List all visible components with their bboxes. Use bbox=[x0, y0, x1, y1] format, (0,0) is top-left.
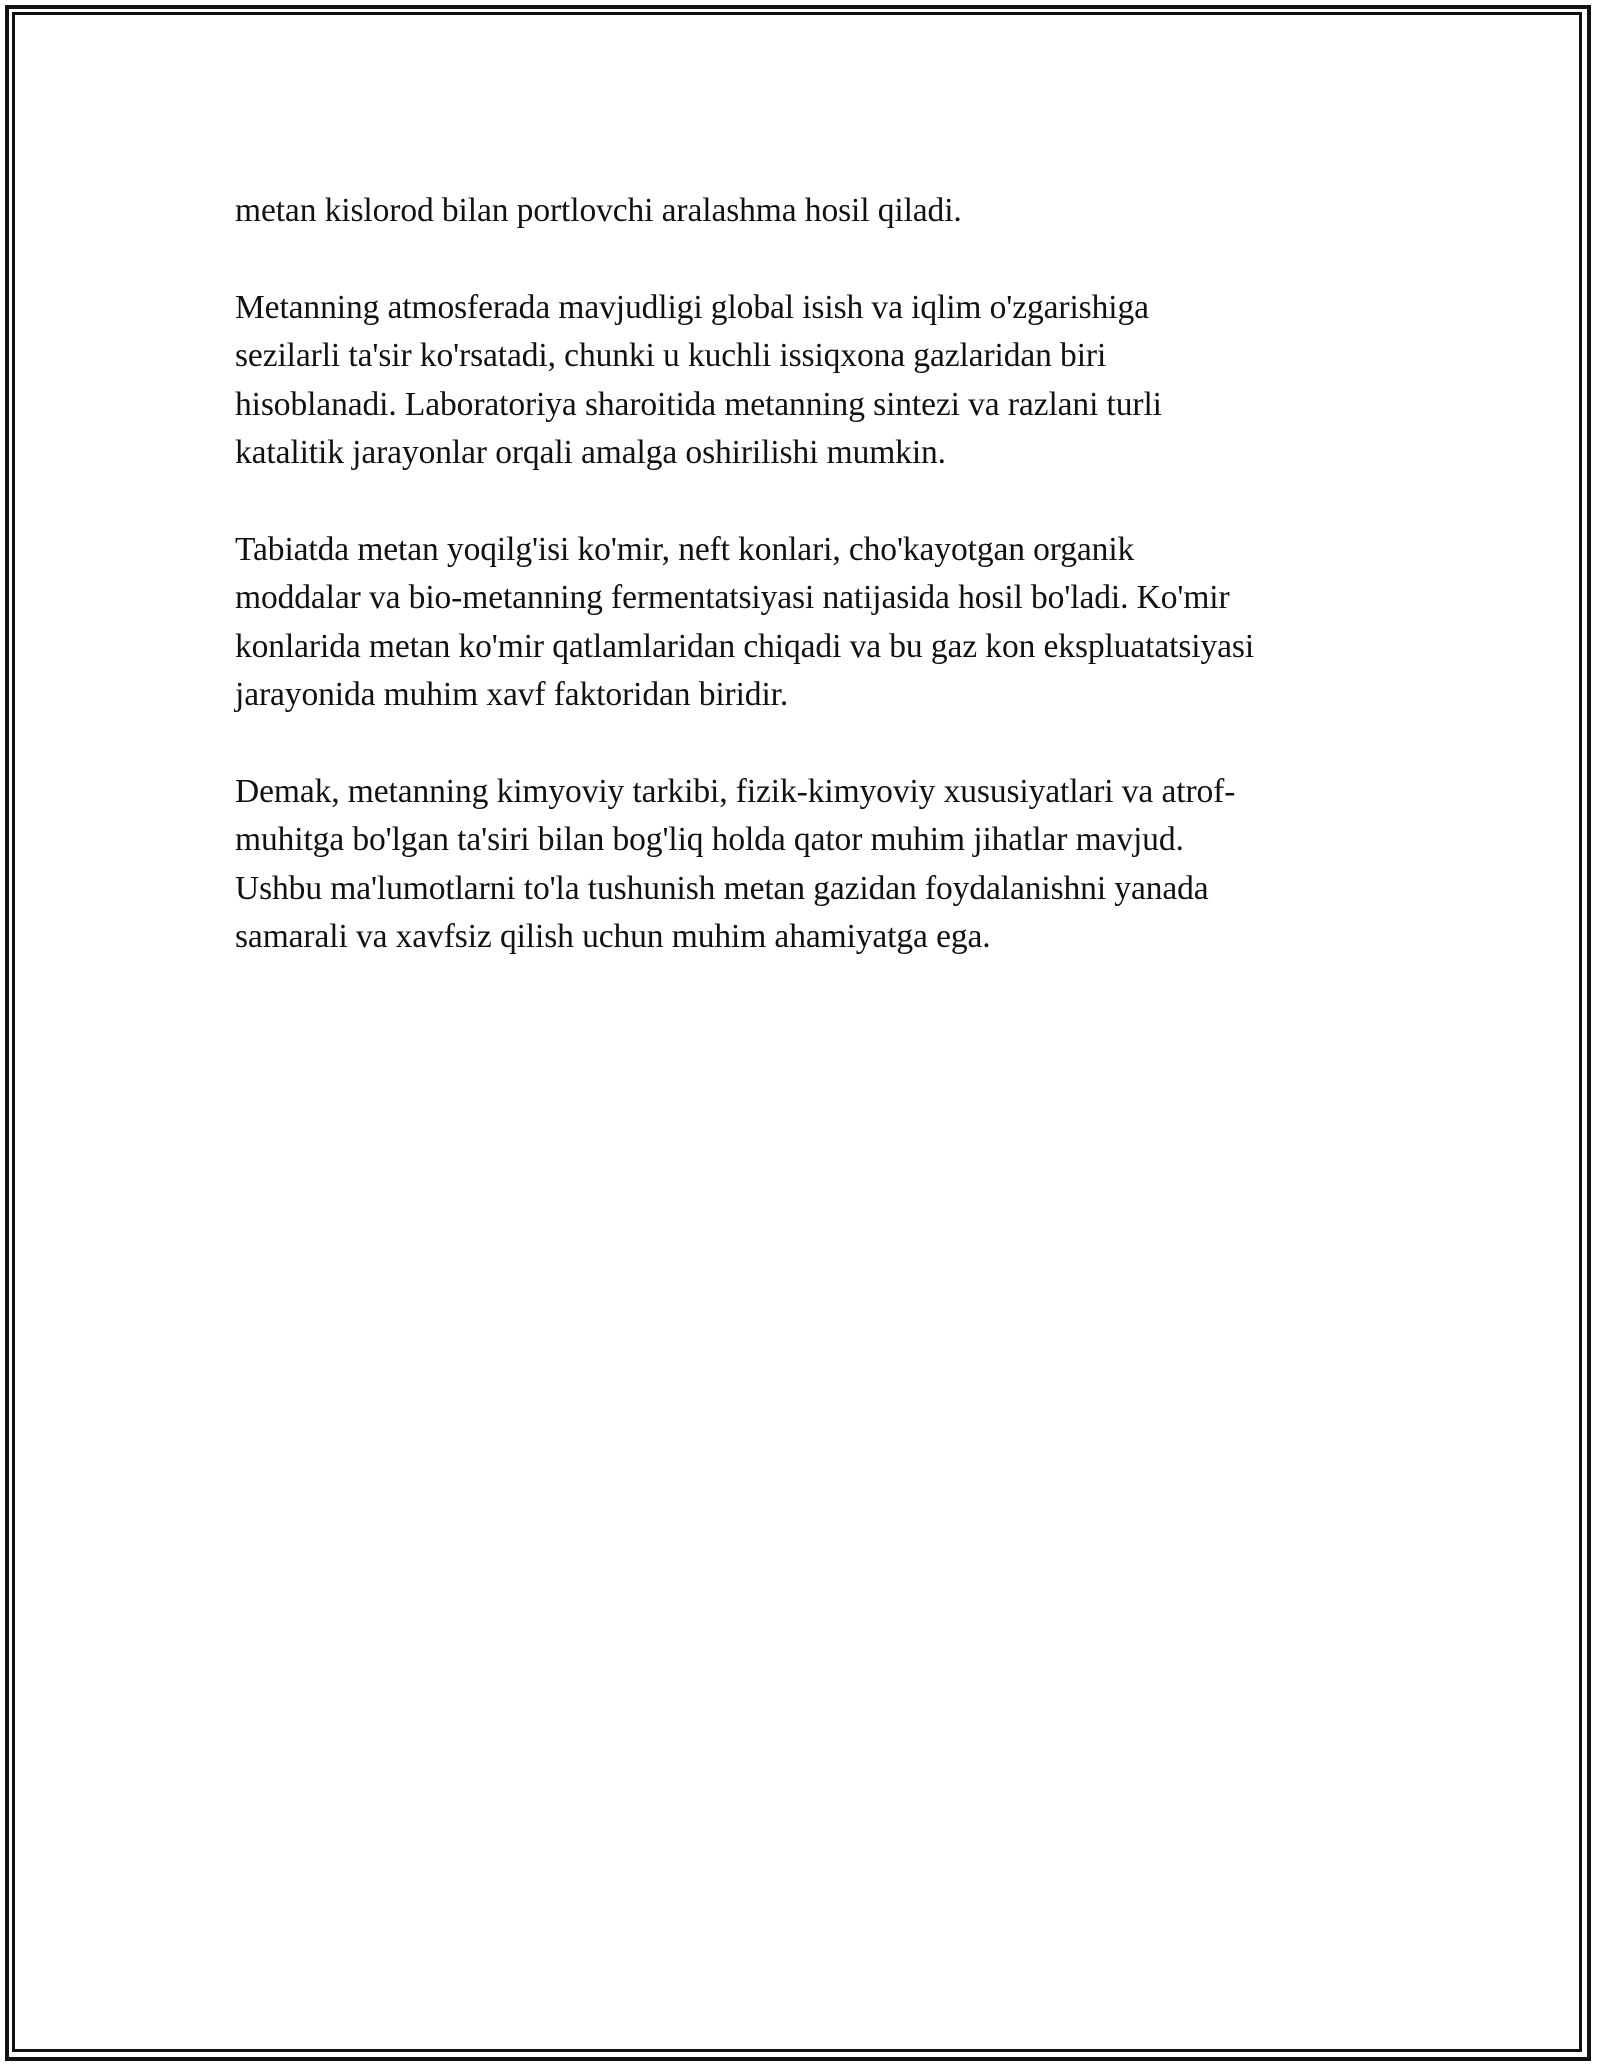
text-line: Metanning atmosferada mavjudligi global isish va iqlim o'zgarishiga bbox=[235, 288, 1149, 326]
text-line: samarali va xavfsiz qilish uchun muhim ahamiyatga ega. bbox=[235, 918, 991, 955]
text-line: sezilarli ta'sir ko'rsatadi, chunki u kuchli issiqxona gazlaridan biri bbox=[235, 337, 1107, 374]
text-line: katalitik jarayonlar orqali amalga oshirilishi mumkin. bbox=[235, 434, 946, 471]
text-line: Ushbu ma'lumotlarni to'la tushunish metan gazidan foydalanishni yanada bbox=[235, 869, 1209, 907]
paragraph-3 bbox=[235, 526, 1375, 720]
text-line: muhitga bo'lgan ta'siri bilan bog'liq holda qator muhim jihatlar mavjud. bbox=[235, 821, 1184, 858]
text-line: metan kislorod bilan portlovchi aralashma hosil qiladi. bbox=[235, 192, 962, 229]
text-line: Tabiatda metan yoqilg'isi ko'mir, neft konlari, cho'kayotgan organik bbox=[235, 530, 1135, 568]
text-line: jarayonida muhim xavf faktoridan biridir. bbox=[235, 676, 789, 713]
text-line: moddalar va bio-metanning fermentatsiyasi natijasida hosil bo'ladi. Ko'mir bbox=[235, 579, 1230, 616]
paragraph-4 bbox=[235, 768, 1375, 962]
paragraph-2 bbox=[235, 284, 1375, 478]
text-line: hisoblanadi. Laboratoriya sharoitida metanning sintezi va razlani turli bbox=[235, 385, 1162, 423]
text-line: konlarida metan ko'mir qatlamlaridan chiqadi va bu gaz kon ekspluatatsiyasi bbox=[235, 627, 1255, 665]
paragraph-1 bbox=[235, 187, 1375, 236]
text-line: Demak, metanning kimyoviy tarkibi, fizik-kimyoviy xususiyatlari va atrof- bbox=[235, 772, 1236, 810]
document-body bbox=[235, 187, 1375, 1010]
